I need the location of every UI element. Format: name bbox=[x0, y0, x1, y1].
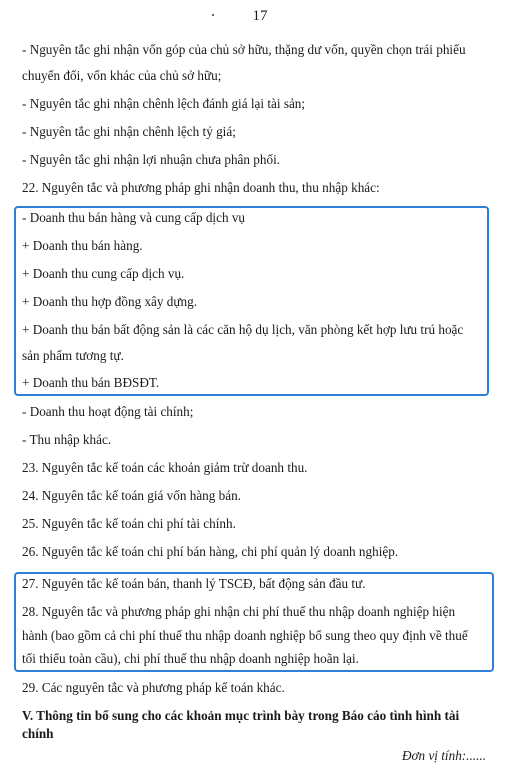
text-line: 29. Các nguyên tắc và phương pháp kế toán khác. bbox=[22, 680, 285, 695]
text-line: sản phẩm tương tự. bbox=[22, 348, 124, 363]
text-line: - Nguyên tắc ghi nhận chênh lệch tỷ giá; bbox=[22, 124, 236, 139]
text-line: 26. Nguyên tắc kế toán chi phí bán hàng, chi phí quản lý doanh nghiệp. bbox=[22, 544, 399, 559]
section-heading-22: 22. Nguyên tắc và phương pháp ghi nhận doanh thu, thu nhập khác: bbox=[22, 180, 380, 195]
text-line: - Doanh thu hoạt động tài chính; bbox=[22, 404, 194, 419]
text-line: - Nguyên tắc ghi nhận chênh lệch đánh giá lại tài sản; bbox=[22, 96, 306, 111]
text-line: hành (bao gồm cả chi phí thuế thu nhập doanh nghiệp bổ sung theo quy định về thuế bbox=[22, 628, 468, 643]
text-line: + Doanh thu hợp đồng xây dựng. bbox=[22, 294, 198, 309]
text-line: 23. Nguyên tắc kế toán các khoản giảm trừ doanh thu. bbox=[22, 460, 308, 475]
text-line: + Doanh thu bán hàng. bbox=[22, 238, 143, 253]
page-number: 17 bbox=[252, 8, 268, 24]
text-line: 24. Nguyên tắc kế toán giá vốn hàng bán. bbox=[22, 488, 241, 503]
text-line: + Doanh thu bán bất động sản là các căn hộ dụ lịch, văn phòng kết hợp lưu trú hoặc bbox=[22, 322, 464, 337]
section-heading-v: V. Thông tin bổ sung cho các khoản mục trình bày trong Báo cáo tình hình tài bbox=[22, 708, 460, 723]
unit-label: Đơn vị tính:...... bbox=[402, 748, 486, 763]
text-line: - Thu nhập khác. bbox=[22, 432, 112, 447]
scan-speck bbox=[212, 14, 214, 16]
text-line: - Doanh thu bán hàng và cung cấp dịch vụ bbox=[22, 210, 246, 225]
section-heading-v-cont: chính bbox=[22, 726, 54, 741]
text-line: 28. Nguyên tắc và phương pháp ghi nhận chi phí thuế thu nhập doanh nghiệp hiện bbox=[22, 604, 456, 619]
text-line: 27. Nguyên tắc kế toán bán, thanh lý TSCĐ, bất động sản đầu tư. bbox=[22, 576, 366, 591]
text-line: - Nguyên tắc ghi nhận vốn góp của chủ sở hữu, thặng dư vốn, quyền chọn trái phiếu bbox=[22, 42, 466, 57]
text-line: + Doanh thu bán BĐSĐT. bbox=[22, 375, 160, 390]
text-line: chuyển đổi, vốn khác của chủ sở hữu; bbox=[22, 68, 222, 83]
text-line: 25. Nguyên tắc kế toán chi phí tài chính. bbox=[22, 516, 236, 531]
text-line: - Nguyên tắc ghi nhận lợi nhuận chưa phân phối. bbox=[22, 152, 281, 167]
text-line: tối thiểu toàn cầu), chi phí thuế thu nhập doanh nghiệp hoãn lại. bbox=[22, 651, 359, 666]
text-line: + Doanh thu cung cấp dịch vụ. bbox=[22, 266, 185, 281]
